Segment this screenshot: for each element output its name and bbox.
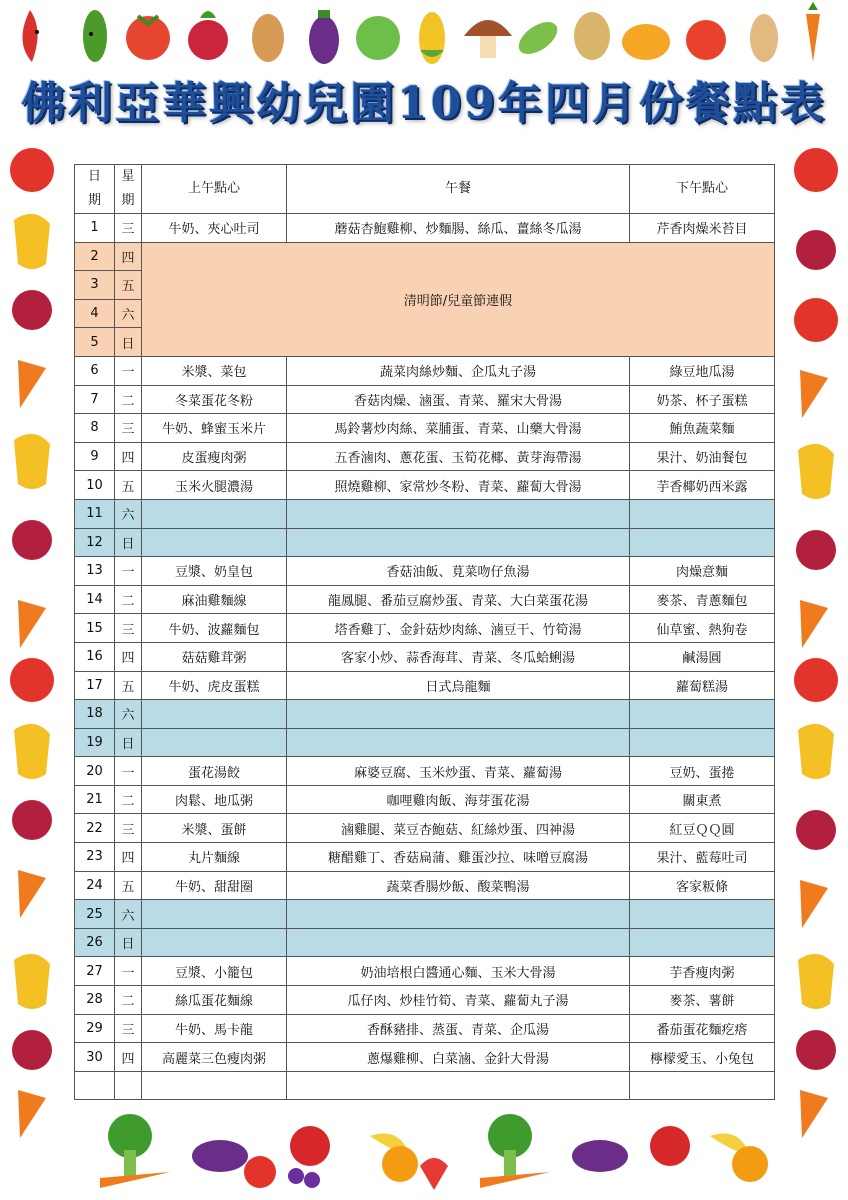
table-row [75, 642, 775, 671]
cell-weekday: 四 [115, 242, 142, 271]
table-row [75, 871, 775, 900]
cell-pm-snack [630, 700, 775, 729]
cell-weekday: 一 [115, 957, 142, 986]
cell-lunch: 日式烏龍麵 [287, 671, 630, 700]
carrot-icon [800, 1090, 828, 1138]
cell-date: 5 [75, 328, 115, 357]
cell-lunch [287, 1071, 630, 1100]
cell-am-snack: 豆漿、小籠包 [142, 957, 287, 986]
table-row [75, 785, 775, 814]
cell-lunch: 麻婆豆腐、玉米炒蛋、青菜、蘿蔔湯 [287, 757, 630, 786]
cell-am-snack: 牛奶、虎皮蛋糕 [142, 671, 287, 700]
carrot-icon [18, 360, 46, 408]
cell-date: 3 [75, 271, 115, 300]
cell-am-snack: 玉米火腿濃湯 [142, 471, 287, 500]
cell-date: 28 [75, 986, 115, 1015]
cell-lunch: 糖醋雞丁、香菇扁蒲、雞蛋沙拉、味噌豆腐湯 [287, 843, 630, 872]
carrot-icon [18, 1090, 46, 1138]
cell-pm-snack: 果汁、藍莓吐司 [630, 843, 775, 872]
cell-weekday: 日 [115, 728, 142, 757]
table-row [75, 214, 775, 243]
cell-am-snack: 米漿、蛋餅 [142, 814, 287, 843]
cell-lunch [287, 528, 630, 557]
cell-weekday: 二 [115, 385, 142, 414]
table-row [75, 843, 775, 872]
cell-weekday: 六 [115, 900, 142, 929]
carrot-icon [800, 370, 828, 418]
table-row [75, 356, 775, 385]
cell-date: 20 [75, 757, 115, 786]
table-row [75, 1071, 775, 1100]
apple-icon [650, 1126, 690, 1166]
cell-date: 13 [75, 557, 115, 586]
cell-pm-snack: 肉燥意麵 [630, 557, 775, 586]
table-row [75, 442, 775, 471]
cell-date: 9 [75, 442, 115, 471]
cell-weekday: 六 [115, 700, 142, 729]
bottom-produce-border [70, 1106, 790, 1200]
tomato-face-icon [686, 20, 726, 60]
cell-pm-snack: 奶茶、杯子蛋糕 [630, 385, 775, 414]
cell-date [75, 1071, 115, 1100]
cell-weekday: 三 [115, 814, 142, 843]
cell-am-snack: 肉鬆、地瓜粥 [142, 785, 287, 814]
broccoli-icon [108, 1114, 152, 1176]
table-header-row [75, 165, 775, 214]
cell-am-snack [142, 728, 287, 757]
cell-date: 18 [75, 700, 115, 729]
cell-pm-snack: 芋香瘦肉粥 [630, 957, 775, 986]
cell-lunch [287, 928, 630, 957]
cell-lunch: 蔬菜肉絲炒麵、企瓜丸子湯 [287, 356, 630, 385]
table-row [75, 757, 775, 786]
table-row [75, 471, 775, 500]
cell-lunch: 蘑菇杏鮑雞柳、炒麵腸、絲瓜、薑絲冬瓜湯 [287, 214, 630, 243]
cell-weekday: 三 [115, 414, 142, 443]
cell-pm-snack: 番茄蛋花麵疙瘩 [630, 1014, 775, 1043]
header-am-snack: 上午點心 [142, 165, 287, 214]
tomato-icon [794, 298, 838, 342]
cabbage-icon [356, 16, 400, 60]
cell-date: 8 [75, 414, 115, 443]
cell-date: 26 [75, 928, 115, 957]
carrot-icon [800, 880, 828, 928]
yellow-pepper-icon [14, 954, 50, 1009]
orange-icon [732, 1146, 768, 1182]
cell-date: 29 [75, 1014, 115, 1043]
cell-pm-snack: 仙草蜜、熱狗卷 [630, 614, 775, 643]
cell-pm-snack [630, 928, 775, 957]
cell-weekday: 六 [115, 299, 142, 328]
cell-am-snack: 牛奶、甜甜圈 [142, 871, 287, 900]
cell-am-snack: 皮蛋瘦肉粥 [142, 442, 287, 471]
cell-weekday: 四 [115, 442, 142, 471]
table-row [75, 700, 775, 729]
table-row [75, 986, 775, 1015]
beet-icon [12, 800, 52, 840]
table-row [75, 900, 775, 929]
cell-weekday: 四 [115, 1043, 142, 1072]
cell-lunch: 香酥豬排、蒸蛋、青菜、企瓜湯 [287, 1014, 630, 1043]
cell-am-snack: 牛奶、馬卡龍 [142, 1014, 287, 1043]
cell-lunch: 奶油培根白醬通心麵、玉米大骨湯 [287, 957, 630, 986]
cell-date: 2 [75, 242, 115, 271]
table-row [75, 414, 775, 443]
cell-pm-snack: 關東煮 [630, 785, 775, 814]
cell-lunch: 香菇肉燥、滷蛋、青菜、羅宋大骨湯 [287, 385, 630, 414]
tomato-icon [794, 658, 838, 702]
table-row [75, 728, 775, 757]
broccoli-icon [488, 1114, 532, 1176]
cell-weekday: 日 [115, 928, 142, 957]
header-lunch: 午餐 [287, 165, 630, 214]
mushroom-icon [464, 20, 512, 58]
table-row [75, 957, 775, 986]
potato-icon [252, 14, 284, 62]
tomato-icon [10, 148, 54, 192]
left-vegetable-border [0, 140, 72, 1140]
cell-weekday: 五 [115, 671, 142, 700]
cell-lunch [287, 499, 630, 528]
cell-weekday: 四 [115, 642, 142, 671]
cell-am-snack: 絲瓜蛋花麵線 [142, 986, 287, 1015]
cell-pm-snack: 麥茶、青蔥麵包 [630, 585, 775, 614]
cell-am-snack: 麻油雞麵線 [142, 585, 287, 614]
cell-date: 12 [75, 528, 115, 557]
cell-pm-snack: 紅豆ＱＱ圓 [630, 814, 775, 843]
cell-weekday: 二 [115, 585, 142, 614]
carrot-icon [800, 600, 828, 648]
cell-weekday: 五 [115, 271, 142, 300]
cell-weekday: 一 [115, 757, 142, 786]
cucumber-icon [83, 10, 107, 62]
cell-pm-snack [630, 900, 775, 929]
cell-lunch: 香菇油飯、莧菜吻仔魚湯 [287, 557, 630, 586]
cell-lunch: 照燒雞柳、家常炒冬粉、青菜、蘿蔔大骨湯 [287, 471, 630, 500]
table-row [75, 671, 775, 700]
pea-pod-icon [513, 16, 563, 61]
strawberry-icon [420, 1158, 448, 1190]
cell-am-snack: 牛奶、夾心吐司 [142, 214, 287, 243]
cell-am-snack: 菇菇雞茸粥 [142, 642, 287, 671]
cell-date: 7 [75, 385, 115, 414]
cell-am-snack: 牛奶、蜂蜜玉米片 [142, 414, 287, 443]
yellow-pepper-icon [14, 724, 50, 779]
cell-pm-snack: 鹹湯圓 [630, 642, 775, 671]
yellow-pepper-icon [14, 214, 50, 269]
page-title: 佛利亞華興幼兒園109年四月份餐點表 [21, 78, 827, 129]
cell-date: 4 [75, 299, 115, 328]
cell-lunch: 馬鈴薯炒肉絲、菜脯蛋、青菜、山藥大骨湯 [287, 414, 630, 443]
cell-am-snack: 冬菜蛋花冬粉 [142, 385, 287, 414]
cell-weekday: 一 [115, 356, 142, 385]
tomato-icon [794, 148, 838, 192]
tomato-icon [10, 658, 54, 702]
corn-icon [419, 12, 445, 64]
cell-date: 25 [75, 900, 115, 929]
cell-am-snack: 米漿、菜包 [142, 356, 287, 385]
cell-date: 21 [75, 785, 115, 814]
cell-am-snack: 丸片麵線 [142, 843, 287, 872]
eggplant-icon [572, 1140, 628, 1172]
cell-lunch [287, 728, 630, 757]
carrot-icon [18, 870, 46, 918]
yellow-pepper-icon [798, 954, 834, 1009]
cell-am-snack [142, 1071, 287, 1100]
cell-weekday: 五 [115, 871, 142, 900]
cell-lunch: 滷雞腿、菜豆杏鮑菇、紅絲炒蛋、四神湯 [287, 814, 630, 843]
cell-pm-snack: 檸檬愛玉、小兔包 [630, 1043, 775, 1072]
table-row [75, 1014, 775, 1043]
table-row [75, 585, 775, 614]
cell-date: 22 [75, 814, 115, 843]
cell-am-snack [142, 700, 287, 729]
cell-weekday: 六 [115, 499, 142, 528]
apple-icon [290, 1126, 330, 1166]
cell-lunch: 客家小炒、蒜香海茸、青菜、冬瓜蛤蜊湯 [287, 642, 630, 671]
cell-pm-snack: 豆奶、蛋捲 [630, 757, 775, 786]
cell-am-snack: 蛋花湯餃 [142, 757, 287, 786]
cell-pm-snack: 客家粄條 [630, 871, 775, 900]
cell-date: 16 [75, 642, 115, 671]
peanut-icon [750, 14, 778, 62]
cell-am-snack: 高麗菜三色瘦肉粥 [142, 1043, 287, 1072]
yellow-pepper-icon [798, 444, 834, 499]
header-pm-snack: 下午點心 [630, 165, 775, 214]
header-weekday: 星期 [115, 165, 142, 214]
cell-am-snack [142, 528, 287, 557]
cell-weekday: 四 [115, 843, 142, 872]
cell-weekday: 日 [115, 328, 142, 357]
tomato-icon [126, 16, 170, 60]
cell-lunch: 蔬菜香腸炒飯、酸菜鴨湯 [287, 871, 630, 900]
table-row [75, 528, 775, 557]
table-row [75, 242, 775, 271]
table-row [75, 614, 775, 643]
cell-lunch [287, 700, 630, 729]
table-row [75, 1043, 775, 1072]
cell-weekday [115, 1071, 142, 1100]
pumpkin-icon [622, 24, 670, 60]
cell-lunch: 塔香雞丁、金針菇炒肉絲、滷豆干、竹筍湯 [287, 614, 630, 643]
beet-icon [796, 530, 836, 570]
beet-icon [12, 1030, 52, 1070]
header-date: 日期 [75, 165, 115, 214]
cell-lunch: 瓜仔肉、炒桂竹筍、青菜、蘿蔔丸子湯 [287, 986, 630, 1015]
radish-icon [188, 11, 228, 60]
table-row [75, 385, 775, 414]
potato-face-icon [574, 12, 610, 60]
cell-am-snack [142, 928, 287, 957]
beet-icon [796, 1030, 836, 1070]
cell-date: 10 [75, 471, 115, 500]
cell-date: 14 [75, 585, 115, 614]
orange-icon [382, 1146, 418, 1182]
cell-date: 6 [75, 356, 115, 385]
cell-date: 17 [75, 671, 115, 700]
cell-weekday: 三 [115, 214, 142, 243]
cell-pm-snack: 綠豆地瓜湯 [630, 356, 775, 385]
vegetable-characters-banner [0, 0, 848, 68]
cell-weekday: 日 [115, 528, 142, 557]
cell-date: 23 [75, 843, 115, 872]
cell-pm-snack: 果汁、奶油餐包 [630, 442, 775, 471]
beet-icon [796, 810, 836, 850]
cell-weekday: 三 [115, 1014, 142, 1043]
beet-icon [796, 230, 836, 270]
grapes-icon [288, 1168, 320, 1188]
cell-lunch: 龍鳳腿、番茄豆腐炒蛋、青菜、大白菜蛋花湯 [287, 585, 630, 614]
cell-lunch: 五香滷肉、蔥花蛋、玉筍花椰、黃芽海帶湯 [287, 442, 630, 471]
cell-lunch: 咖哩雞肉飯、海芽蛋花湯 [287, 785, 630, 814]
cell-pm-snack: 芋香椰奶西米露 [630, 471, 775, 500]
tomato-icon [244, 1156, 276, 1188]
eggplant-icon [192, 1140, 248, 1172]
cell-lunch [287, 900, 630, 929]
cell-weekday: 二 [115, 986, 142, 1015]
beet-icon [12, 520, 52, 560]
cell-date: 15 [75, 614, 115, 643]
chili-pepper-icon [22, 10, 39, 62]
cell-pm-snack: 芹香肉燥米苔目 [630, 214, 775, 243]
meal-schedule-table [74, 164, 775, 1100]
cell-am-snack: 豆漿、奶皇包 [142, 557, 287, 586]
cell-pm-snack [630, 499, 775, 528]
cell-pm-snack [630, 728, 775, 757]
table-row [75, 499, 775, 528]
cell-weekday: 五 [115, 471, 142, 500]
beet-icon [12, 290, 52, 330]
cell-date: 24 [75, 871, 115, 900]
cell-lunch: 蔥爆雞柳、白菜滷、金針大骨湯 [287, 1043, 630, 1072]
cell-weekday: 三 [115, 614, 142, 643]
cell-pm-snack [630, 528, 775, 557]
right-vegetable-border [776, 140, 848, 1140]
cell-date: 27 [75, 957, 115, 986]
eggplant-icon [309, 10, 339, 64]
table-row [75, 814, 775, 843]
table-row [75, 928, 775, 957]
cell-pm-snack: 鮪魚蔬菜麵 [630, 414, 775, 443]
carrot-icon [806, 2, 820, 62]
cell-weekday: 二 [115, 785, 142, 814]
cell-holiday: 清明節/兒童節連假 [142, 242, 775, 356]
cell-pm-snack: 麥茶、薯餅 [630, 986, 775, 1015]
cell-date: 1 [75, 214, 115, 243]
cell-date: 11 [75, 499, 115, 528]
table-row [75, 557, 775, 586]
cell-pm-snack: 蘿蔔糕湯 [630, 671, 775, 700]
cell-am-snack [142, 900, 287, 929]
cell-am-snack: 牛奶、波蘿麵包 [142, 614, 287, 643]
cell-date: 30 [75, 1043, 115, 1072]
cell-pm-snack [630, 1071, 775, 1100]
cell-am-snack [142, 499, 287, 528]
yellow-pepper-icon [798, 724, 834, 779]
yellow-pepper-icon [14, 434, 50, 489]
carrot-icon [18, 600, 46, 648]
cell-date: 19 [75, 728, 115, 757]
cell-weekday: 一 [115, 557, 142, 586]
